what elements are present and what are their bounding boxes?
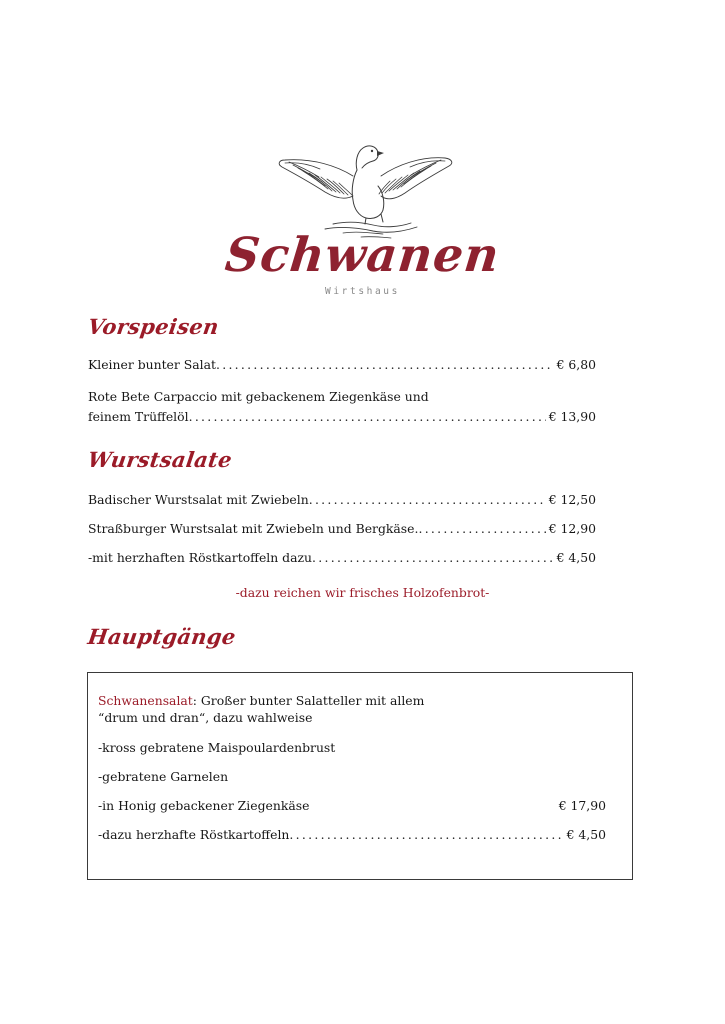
dot-leader [189,409,546,425]
menu-item-row [88,521,596,537]
main-course-option-label: -dazu herzhafte Röstkartoffeln [98,827,290,842]
menu-item-price: € 12,50 [548,492,596,507]
menu-item-price: € 4,50 [556,550,596,565]
menu-item-label: Kleiner bunter Salat [88,357,216,372]
menu-item-label: feinem Trüffelöl [88,409,189,424]
menu-item-price: € 6,80 [556,357,596,372]
schwanensalat-title [98,693,606,709]
dot-leader [418,521,545,537]
brand-subtitle: Wirtshaus [325,286,400,297]
schwanensalat-accent-label: Schwanensalat [98,693,193,708]
menu-item-row [88,357,596,373]
main-course-option: -kross gebratene Maispoulardenbrust [98,740,336,755]
main-course-box [87,672,633,880]
section-heading-wurstsalate: Wurstsalate [86,447,234,472]
menu-item-label: -mit herzhaften Röstkartoffeln dazu [88,550,312,565]
menu-item-label: Straßburger Wurstsalat mit Zwiebeln und Bergkäse. [88,521,419,536]
schwanensalat-title-rest: : Großer bunter Salatteller mit allem [192,693,425,708]
main-course-option [98,798,606,814]
menu-item-price: € 12,90 [548,521,596,536]
bread-note: -dazu reichen wir frisches Holzofenbrot- [235,585,490,600]
section-heading-hauptgaenge: Hauptgänge [86,624,238,649]
brand-name: Schwanen [222,228,503,283]
main-course-option-price: € 4,50 [566,827,606,842]
menu-item-row [88,389,596,405]
main-course-option: -gebratene Garnelen [98,769,229,784]
main-course-option-price: € 17,90 [558,798,606,813]
section-heading-vorspeisen: Vorspeisen [86,314,221,339]
dot-leader [309,492,546,508]
swan-illustration-icon [265,138,461,242]
menu-item-row [88,492,596,508]
main-course-option [98,827,606,843]
menu-item-row [88,409,596,425]
dot-leader [216,357,554,373]
schwanensalat-subtitle: “drum und dran“, dazu wahlweise [98,710,313,725]
restaurant-logo [0,138,725,297]
main-course-option-label: -in Honig gebackener Ziegenkäse [98,798,310,813]
menu-item-label: Rote Bete Carpaccio mit gebackenem Ziegenkäse und [88,389,429,404]
menu-item-price: € 13,90 [548,409,596,424]
menu-item-row [88,550,596,566]
menu-item-label: Badischer Wurstsalat mit Zwiebeln [88,492,309,507]
dot-leader [312,550,554,566]
dot-leader [289,827,564,843]
